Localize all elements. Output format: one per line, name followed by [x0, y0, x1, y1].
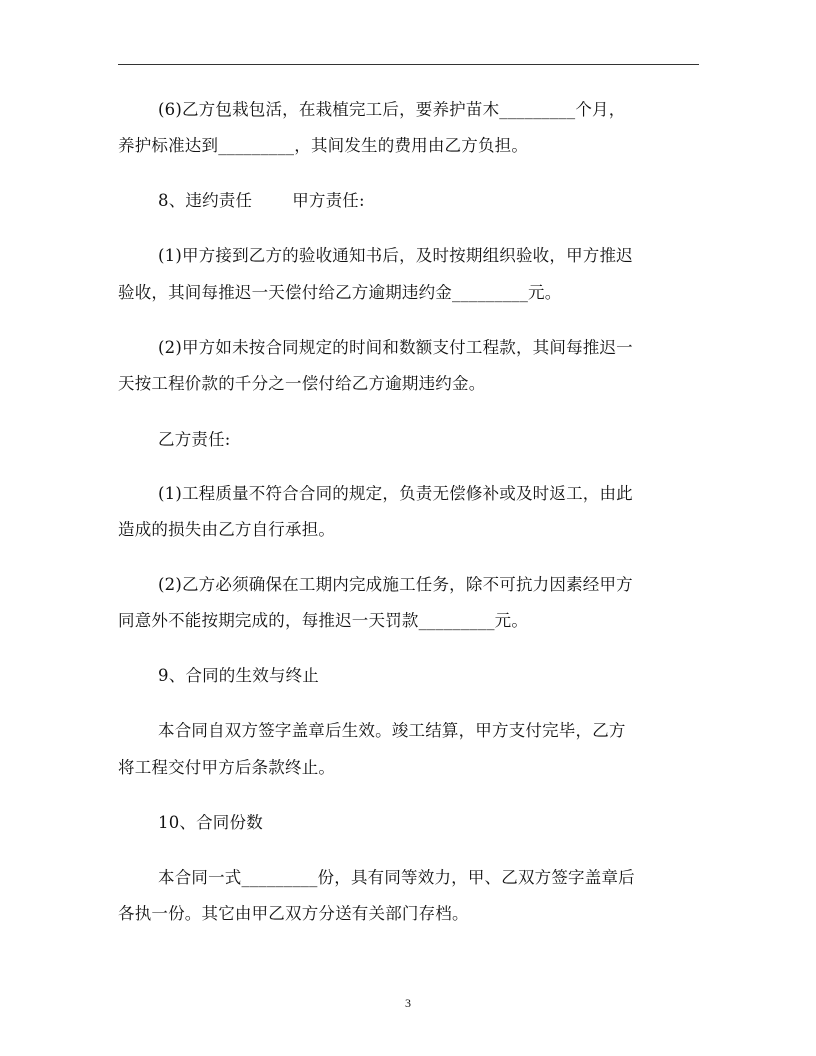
b2-line1: (2)乙方必须确保在工期内完成施工任务，除不可抗力因素经甲方: [158, 575, 633, 594]
a1-line2: 验收，其间每推迟一天偿付给乙方逾期违约金_________元。: [118, 283, 562, 302]
b1-line1: (1)工程质量不符合合同的规定，负责无偿修补或及时返工，由此: [158, 484, 633, 503]
s10-line1: 本合同一式_________份，具有同等效力，甲、乙双方签字盖章后: [158, 868, 635, 887]
a2-line1: (2)甲方如未按合同规定的时间和数额支付工程款，其间每推迟一: [158, 338, 633, 357]
s9-line1: 本合同自双方签字盖章后生效。竣工结算，甲方支付完毕，乙方: [158, 721, 626, 740]
party-b-responsibility-title: 乙方责任:: [158, 430, 231, 449]
s9-line2: 将工程交付甲方后条款终止。: [118, 758, 336, 777]
section-8-heading: [118, 191, 699, 211]
b2-line2: 同意外不能按期完成的，每推迟一天罚款_________元。: [118, 611, 529, 630]
b1-line2: 造成的损失由乙方自行承担。: [118, 520, 336, 539]
header-rule: [118, 64, 699, 65]
section-10-title: 10、合同份数: [158, 813, 263, 832]
party-a-responsibility-title: 甲方责任:: [292, 191, 365, 210]
section-8-title: 8、违约责任: [158, 191, 253, 210]
a1-line1: (1)甲方接到乙方的验收通知书后，及时按期组织验收，甲方推迟: [158, 246, 633, 265]
section-9-title: 9、合同的生效与终止: [158, 666, 319, 685]
p6-line2: 养护标准达到_________，其间发生的费用由乙方负担。: [118, 136, 529, 155]
a2-line2: 天按工程价款的千分之一偿付给乙方逾期违约金。: [118, 374, 486, 393]
page-number: 3: [405, 996, 411, 1010]
p6-line1: (6)乙方包栽包活，在栽植完工后，要养护苗木_________个月，: [158, 100, 626, 119]
s10-line2: 各执一份。其它由甲乙双方分送有关部门存档。: [118, 904, 469, 923]
